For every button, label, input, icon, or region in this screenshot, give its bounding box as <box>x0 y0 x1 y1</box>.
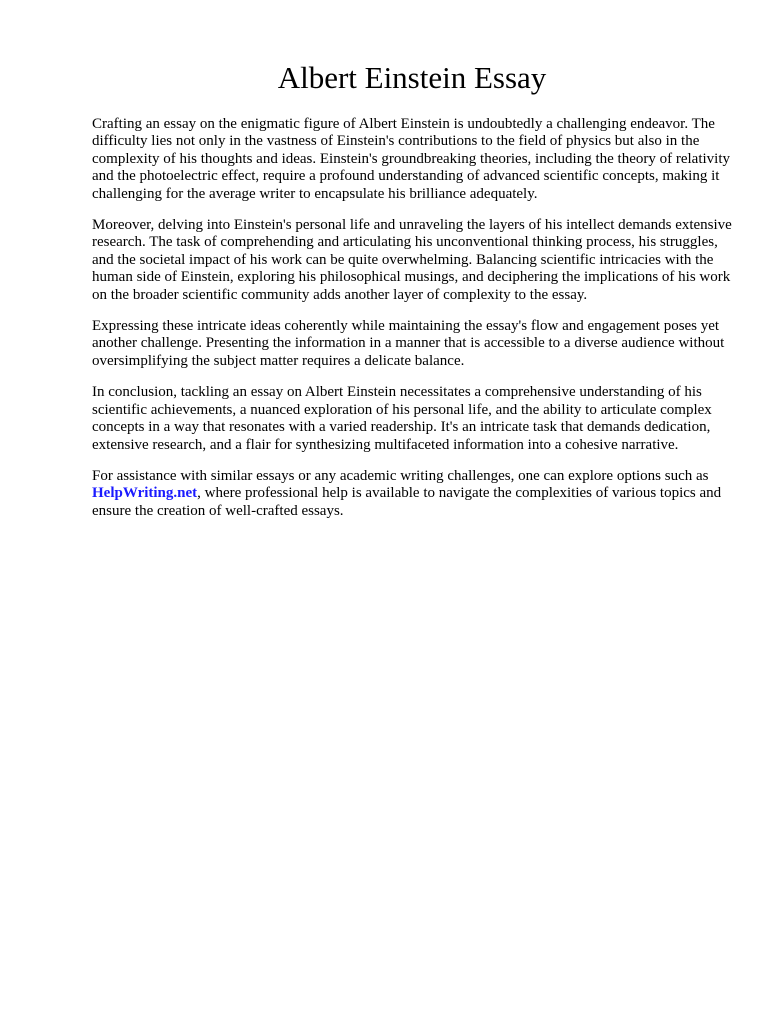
document-page <box>92 58 732 534</box>
paragraph-1: Crafting an essay on the enigmatic figure of Albert Einstein is undoubtedly a challenging endeavor. The difficulty lies not only in the vastness of Einstein's contributions to the field of physics but also in the complexity of his thoughts and ideas. Einstein's groundbreaking theories, including the theory of relativity and the photoelectric effect, require a profound understanding of advanced scientific concepts, making it challenging for the average writer to encapsulate his brilliance adequately. <box>92 116 730 202</box>
helpwriting-link[interactable]: HelpWriting.net <box>92 485 198 502</box>
paragraph-4: In conclusion, tackling an essay on Albert Einstein necessitates a comprehensive understanding of his scientific achievements, a nuanced exploration of his personal life, and the ability to articulate complex concepts in a way that resonates with a varied readership. It's an intricate task that demands dedication, extensive research, and a flair for synthesizing multifaceted information into a cohesive narrative. <box>92 384 712 453</box>
paragraph-2: Moreover, delving into Einstein's personal life and unraveling the layers of his intellect demands extensive research. The task of comprehending and articulating his unconventional thinking process, his struggles, and the societal impact of his work can be quite overwhelming. Balancing scientific intricacies with the human side of Einstein, exploring his philosophical musings, and deciphering the implications of his work on the broader scientific community adds another layer of complexity to the essay. <box>92 217 732 303</box>
paragraph-5 <box>92 468 732 520</box>
paragraph-3: Expressing these intricate ideas coherently while maintaining the essay's flow and engagement poses yet another challenge. Presenting the information in a manner that is accessible to a diverse audience without oversimplifying the subject matter requires a delicate balance. <box>92 318 725 369</box>
document-title: Albert Einstein Essay <box>277 60 547 95</box>
paragraph-5-outro: , where professional help is available to navigate the complexities of various topics and ensure the creation of well-crafted essays. <box>92 485 722 519</box>
paragraph-5-intro: For assistance with similar essays or any academic writing challenges, one can explore options such as <box>92 467 709 484</box>
